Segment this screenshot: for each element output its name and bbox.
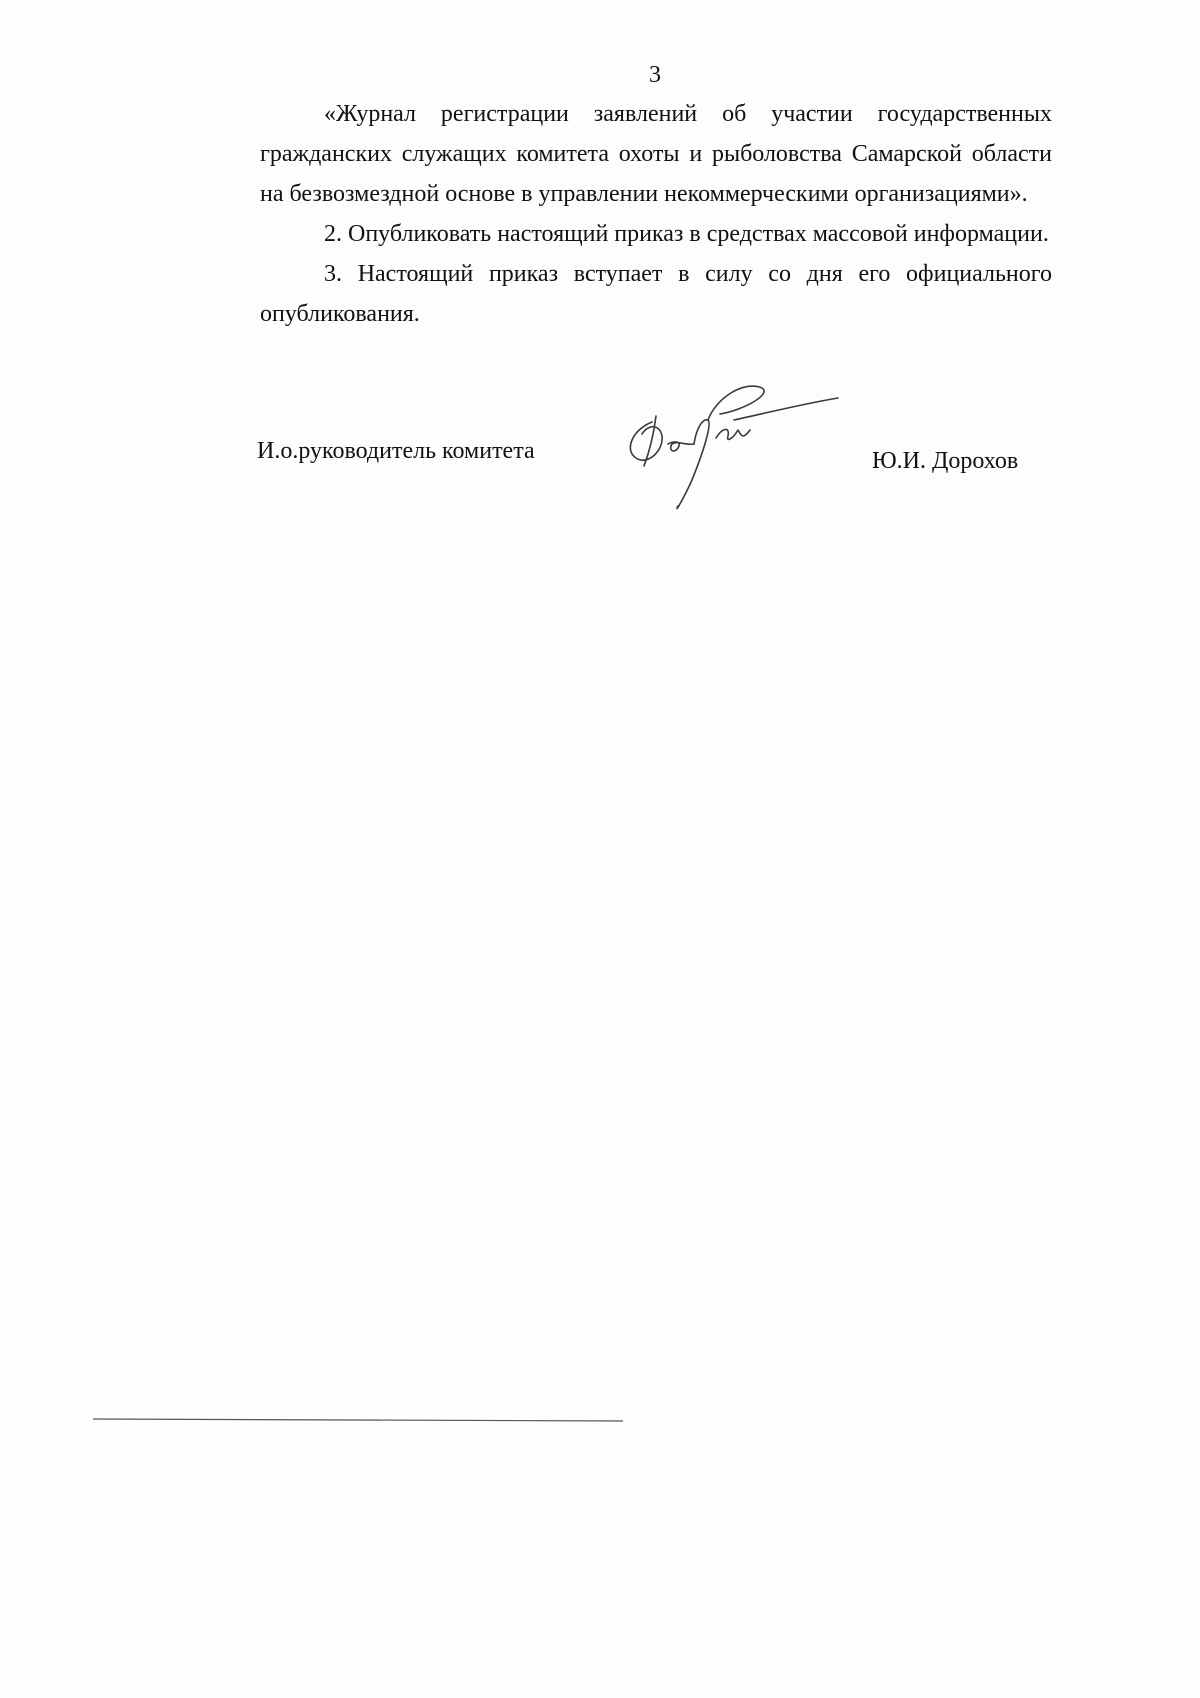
signer-position: И.о.руководитель комитета [257, 438, 535, 464]
paragraph-publish: 2. Опубликовать настоящий приказ в средствах массовой информации. [324, 221, 1049, 247]
paragraph-journal-title: «Журнал регистрации заявлений об участии государственных гражданских служащих комитета охоты и рыболовства Самарской области на безвозмездной основе в управлении некоммерческими организациями». [260, 101, 1052, 207]
document-body [260, 94, 1052, 334]
paragraph-effective: 3. Настоящий приказ вступает в силу со дня его официального опубликования. [260, 261, 1052, 327]
page-number: 3 [649, 62, 661, 88]
footnote-separator-line [93, 1418, 623, 1422]
handwritten-signature [612, 380, 852, 520]
signature-block [257, 380, 1057, 520]
signer-name: Ю.И. Дорохов [872, 448, 1019, 474]
